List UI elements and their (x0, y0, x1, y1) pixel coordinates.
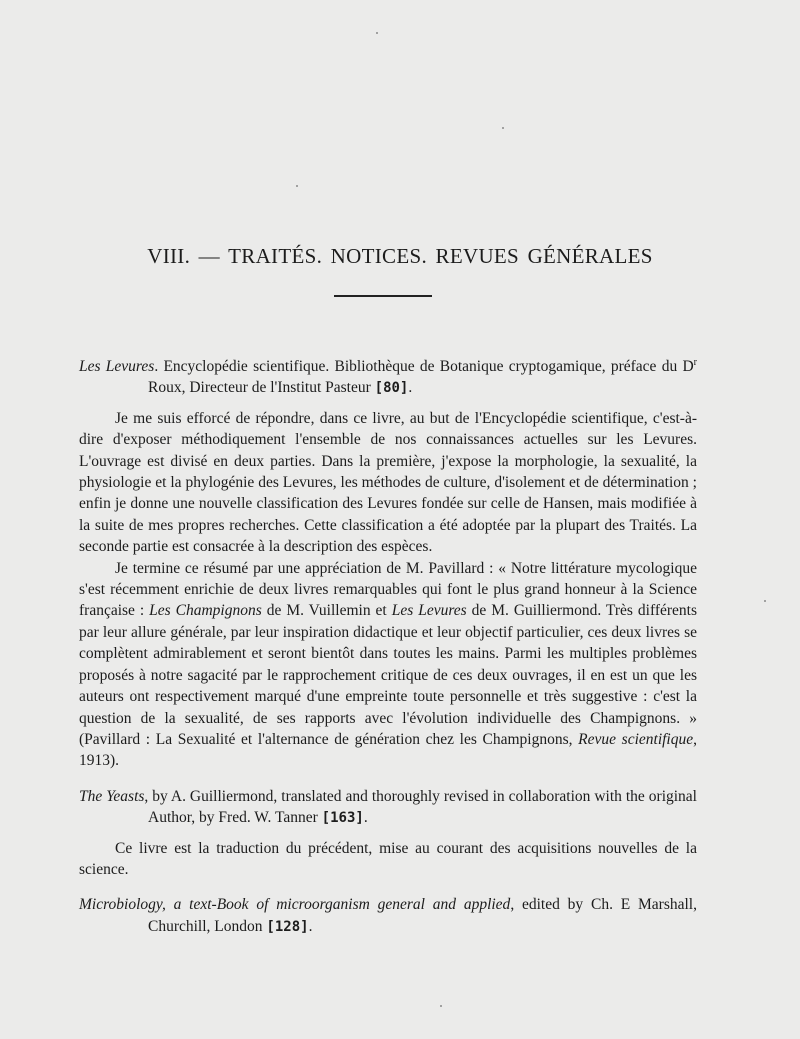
entry-end: . (308, 917, 313, 935)
entry-text: , edited by Ch. E Marshall, Churchill, London (148, 896, 697, 935)
entry-text: Roux, Directeur de l'Institut Pasteur (148, 379, 375, 397)
heading-divider (334, 295, 432, 297)
entry-text: , by A. Guilliermond, translated and thoroughly revised in collaboration with the original Author, by Fred. W. Tanner (144, 787, 697, 827)
paragraph-text: , 1913). (79, 730, 697, 770)
bibliography-entry-microbiology (79, 894, 697, 938)
entry-superscript: r (693, 356, 698, 368)
entry-text: . Encyclopédie scientifique. Bibliothèque de Botanique cryptogamique, préface du D (154, 358, 694, 375)
paragraph-text: Je termine ce résumé par une appréciation de M. Pavillard : « Notre littérature mycologique s'est récemment enrichie de deux livres remarquables qui font le plus grand honneur à la Science française : (79, 559, 697, 620)
italic-title: Les Levures (391, 602, 467, 620)
paragraph-text: de M. Vuillemin et (261, 602, 392, 620)
paper-speck (502, 127, 504, 129)
italic-title: Les Champignons (149, 602, 262, 620)
paragraph-translation: Ce livre est la traduction du précédent, mise au courant des acquisitions nouvelles de la science. (79, 839, 697, 878)
paper-speck (296, 185, 298, 187)
entry-end: . (408, 379, 413, 397)
italic-title: Revue scientifique (578, 730, 694, 748)
paper-speck (376, 32, 378, 34)
reference-number: [128] (266, 918, 309, 935)
entry-title: Microbiology, a text-Book of microorganism general and applied (79, 896, 511, 914)
paragraph-text: de M. Guilliermond. Très différents par leur allure générale, par leur inspiration didactique et leur objectif particulier, ces deux livres se complètent admirablement et seront bientôt dans toutes les mains. Parmi les multiples problèmes proposés à notre sagacité par le rapprochement critique de ces deux ouvrages, il en est un que les auteurs ont respectivement marqué d'une empreinte toute personnelle et très suggestive : c'est la question de la sexualité, de ses rapports avec l'évolution individuelle des Champignons. » (Pavillard : La Sexualité et l'alternance de génération chez les Champignons, (79, 602, 698, 748)
paper-speck (764, 600, 766, 602)
entry-end: . (363, 809, 368, 827)
body-text (79, 356, 697, 938)
reference-number: [80] (374, 380, 409, 397)
entry-title: Les Levures (79, 358, 155, 375)
reference-number: [163] (321, 810, 364, 827)
paragraph-appreciation (79, 558, 697, 772)
bibliography-entry-yeasts (79, 786, 697, 830)
section-heading: VIII. — TRAITÉS. NOTICES. REVUES GÉNÉRALES (147, 244, 653, 268)
bibliography-entry-levures (79, 356, 697, 400)
paragraph-summary: Je me suis efforcé de répondre, dans ce livre, au but de l'Encyclopédie scientifique, c'est-à-dire d'exposer méthodiquement l'ensemble de nos connaissances actuelles sur les Levures. L'ouvrage est divisé en deux parties. Dans la première, j'expose la morphologie, la sexualité, la physiologie et la phylogénie des Levures, les méthodes de culture, d'isolement et de détermination ; enfin je donne une nouvelle classification des Levures fondée sur celle de Hansen, mais modifiée à la suite de mes propres recherches. Cette classification a été adoptée par la plupart des Traités. La seconde partie est consacrée à la description des espèces. (79, 409, 697, 556)
entry-title: The Yeasts (79, 787, 145, 805)
paper-speck (440, 1005, 442, 1007)
